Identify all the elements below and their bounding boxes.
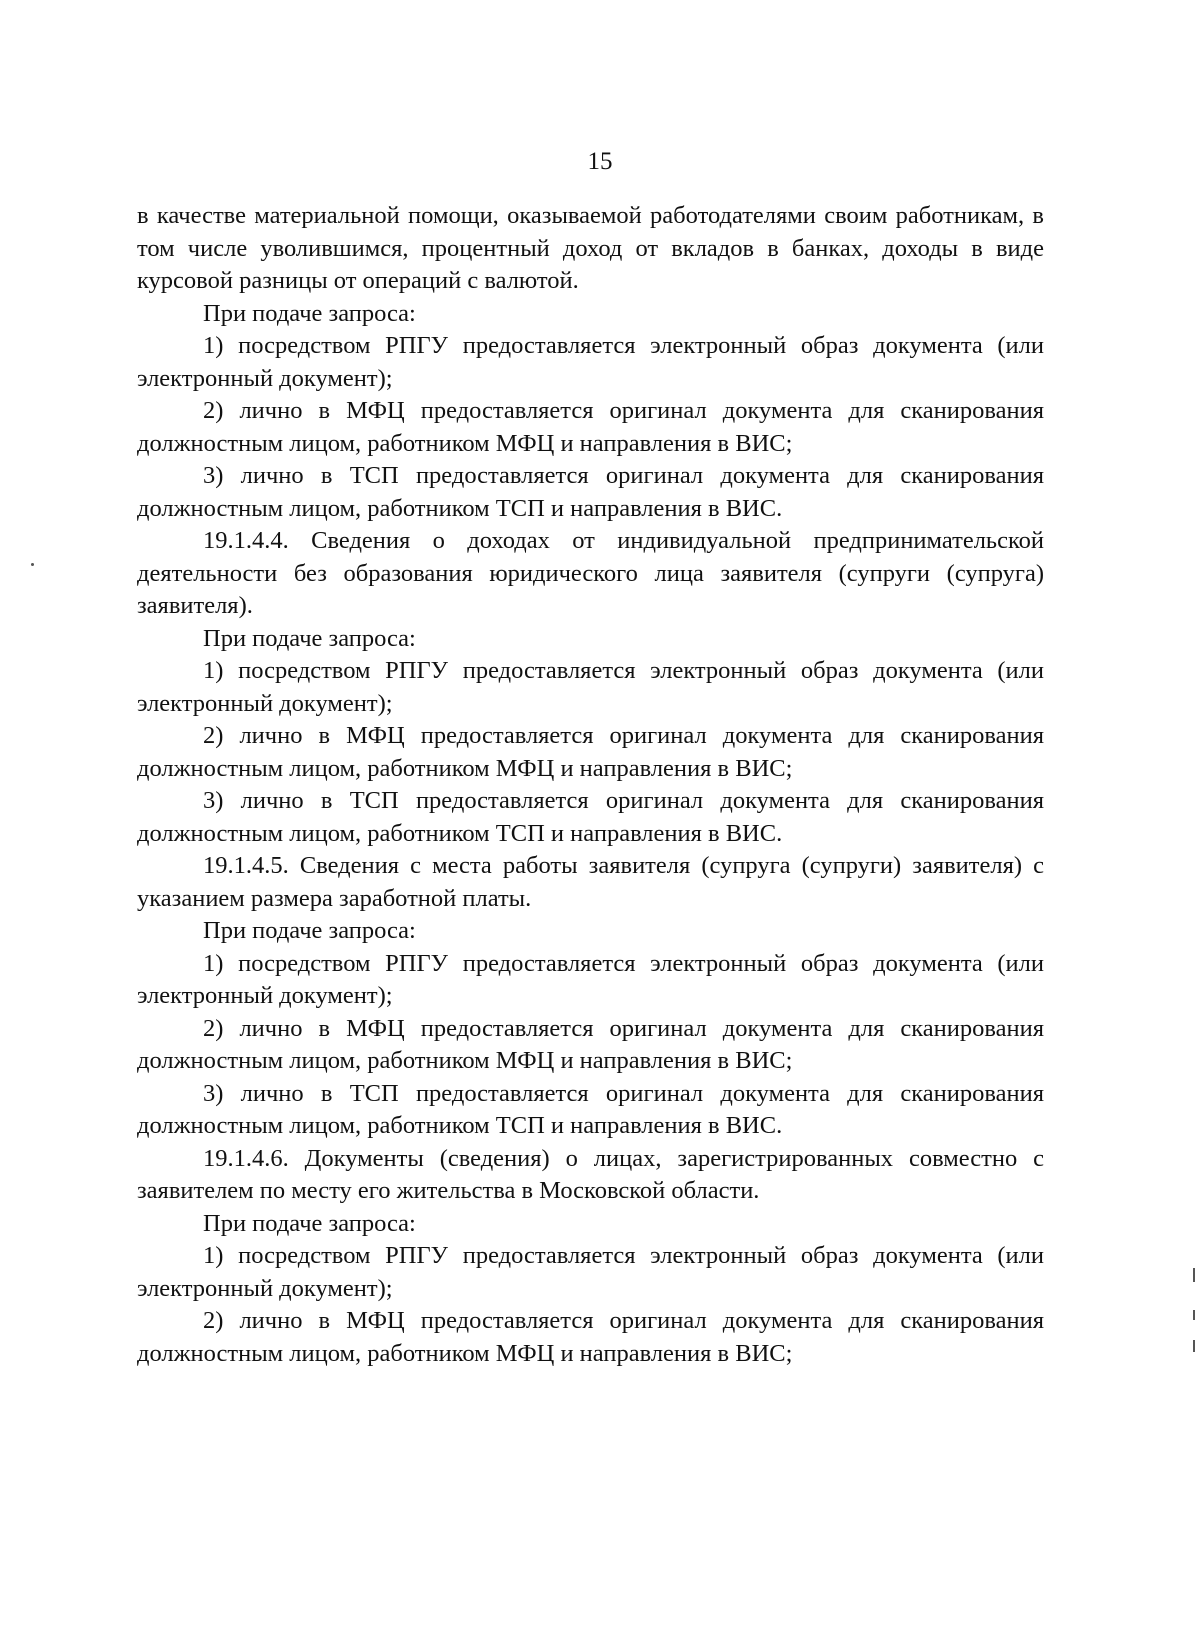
paragraph-request-heading: При подаче запроса: bbox=[203, 917, 416, 944]
paragraph-item-rpgu: 1) посредством РПГУ предоставляется электронный образ документа (или электронный документ); bbox=[137, 657, 1044, 717]
scan-artifact-mark bbox=[1193, 1310, 1195, 1320]
paragraph-request-heading: При подаче запроса: bbox=[203, 624, 416, 652]
paragraph-item-mfc: 2) лично в МФЦ предоставляется оригинал документа для сканирования должностным лицом, работником МФЦ и направления в ВИС; bbox=[137, 1014, 1044, 1074]
paragraph-item-tsp: 3) лично в ТСП предоставляется оригинал документа для сканирования должностным лицом, работником ТСП и направления в ВИС. bbox=[137, 462, 1044, 522]
paragraph-item-mfc: 2) лично в МФЦ предоставляется оригинал документа для сканирования должностным лицом, работником МФЦ и направления в ВИС; bbox=[137, 722, 1044, 782]
paragraph-item-rpgu: 1) посредством РПГУ предоставляется электронный образ документа (или электронный документ); bbox=[137, 1242, 1044, 1302]
paragraph-request-heading: При подаче запроса: bbox=[203, 299, 416, 327]
paragraph-item-tsp: 3) лично в ТСП предоставляется оригинал документа для сканирования должностным лицом, работником ТСП и направления в ВИС. bbox=[137, 787, 1044, 847]
paragraph-continuation: в качестве материальной помощи, оказываемой работодателями своим работникам, в том числе уволившимся, процентный доход от вкладов в банках, доходы в виде курсовой разницы от операций с валютой. bbox=[137, 202, 1044, 294]
paragraph-section-19-1-4-4: 19.1.4.4. Сведения о доходах от индивидуальной предпринимательской деятельности без образования юридического лица заявителя (супруги (супруга) заявителя). bbox=[137, 527, 1044, 619]
paragraph-section-19-1-4-5: 19.1.4.5. Сведения с места работы заявителя (супруга (супруги) заявителя) с указанием размера заработной платы. bbox=[137, 852, 1044, 912]
paragraph-section-19-1-4-6: 19.1.4.6. Документы (сведения) о лицах, зарегистрированных совместно с заявителем по месту его жительства в Московской области. bbox=[137, 1144, 1044, 1204]
scan-artifact-mark bbox=[1193, 1340, 1195, 1352]
paragraph-item-mfc: 2) лично в МФЦ предоставляется оригинал документа для сканирования должностным лицом, работником МФЦ и направления в ВИС; bbox=[137, 397, 1044, 457]
scan-artifact-mark bbox=[1193, 1268, 1195, 1282]
paragraph-item-tsp: 3) лично в ТСП предоставляется оригинал документа для сканирования должностным лицом, работником ТСП и направления в ВИС. bbox=[137, 1079, 1044, 1139]
paragraph-item-rpgu: 1) посредством РПГУ предоставляется электронный образ документа (или электронный документ); bbox=[137, 949, 1044, 1009]
page-number: 15 bbox=[587, 148, 613, 175]
scan-artifact-dot bbox=[31, 563, 34, 566]
paragraph-request-heading: При подаче запроса: bbox=[203, 1209, 416, 1237]
document-body bbox=[137, 200, 1044, 1370]
paragraph-item-rpgu: 1) посредством РПГУ предоставляется электронный образ документа (или электронный документ); bbox=[137, 332, 1044, 392]
paragraph-item-mfc: 2) лично в МФЦ предоставляется оригинал документа для сканирования должностным лицом, работником МФЦ и направления в ВИС; bbox=[137, 1307, 1044, 1367]
